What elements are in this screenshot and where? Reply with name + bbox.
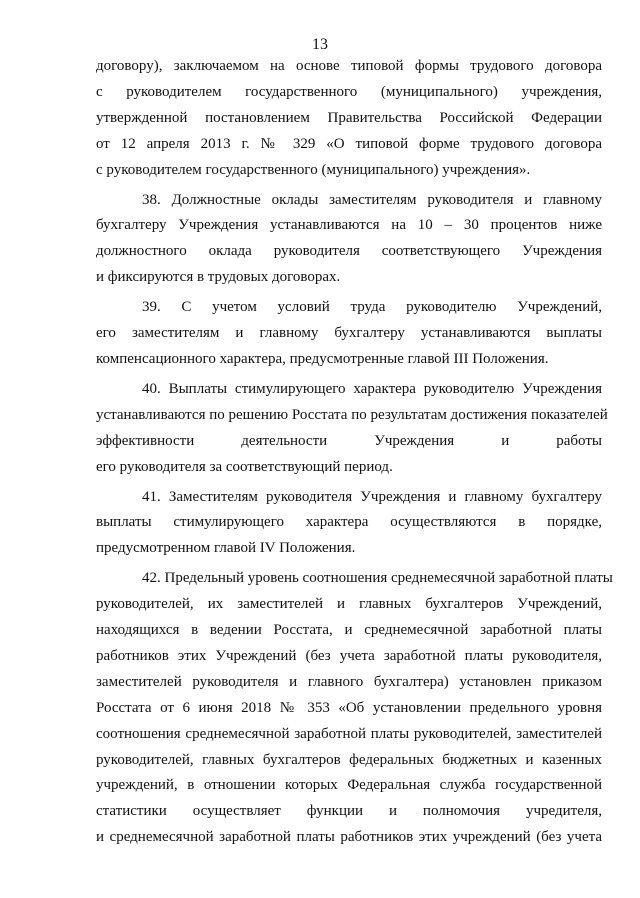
text-line: 39. С учетом условий труда руководителю Учреждений, [142,299,602,316]
text-line: 42. Предельный уровень соотношения среднемесячной заработной платы [142,570,613,587]
text-line: от 12 апреля 2013 г. № 329 «О типовой форме трудового договора [96,135,602,152]
text-line: и среднемесячной заработной платы работников этих учреждений (без учета [96,829,602,846]
text-line: находящихся в ведении Росстата, и среднемесячной заработной платы [96,622,602,639]
text-line: эффективности деятельности Учреждения и работы [96,432,602,449]
text-line: Росстата от 6 июня 2018 № 353 «Об установлении предельного уровня [96,699,602,716]
text-line: должностного оклада руководителя соответствующего Учреждения [96,243,602,260]
text-line: статистики осуществляет функции и полномочия учредителя, [96,803,602,820]
text-line: предусмотренном главой IV Положения. [96,540,356,557]
text-line: руководителей, главных бухгалтеров федеральных бюджетных и казенных [96,751,602,768]
text-line: выплаты стимулирующего характера осуществляются в порядке, [96,514,602,531]
text-line: устанавливаются по решению Росстата по результатам достижения показателей [96,406,608,423]
document-body [96,54,613,855]
paragraph-41 [96,485,602,563]
page-number: 13 [312,36,328,53]
text-line: работников этих Учреждений (без учета заработной платы руководителя, [96,647,602,664]
paragraph-continued [96,54,602,184]
text-line: 40. Выплаты стимулирующего характера руководителю Учреждения [142,380,602,397]
text-line: договору), заключаемом на основе типовой формы трудового договора [96,58,602,74]
text-line: руководителей, их заместителей и главных бухгалтеров Учреждений, [96,596,602,613]
paragraph-38 [96,188,602,292]
text-line: 41. Заместителям руководителя Учреждения и главному бухгалтеру [142,488,602,505]
text-line: с руководителем государственного (муниципального) учреждения». [96,161,531,178]
text-line: его руководителя за соответствующий период. [96,458,393,475]
text-line: бухгалтеру Учреждения устанавливаются на 10 – 30 процентов ниже [96,217,602,234]
paragraph-40 [96,377,608,481]
text-line: с руководителем государственного (муниципального) учреждения, [96,83,602,100]
paragraph-39 [96,295,602,373]
text-line: учреждений, в отношении которых Федеральная служба государственной [96,777,602,794]
paragraph-42 [96,566,613,851]
text-line: и фиксируются в трудовых договорах. [96,269,341,286]
text-line: компенсационного характера, предусмотренные главой III Положения. [96,350,549,367]
text-line: утвержденной постановлением Правительства Российской Федерации [96,109,602,126]
text-line: его заместителям и главному бухгалтеру устанавливаются выплаты [96,325,602,342]
text-line: заместителей руководителя и главного бухгалтера) установлен приказом [96,673,602,690]
text-line: соотношения среднемесячной заработной платы руководителей, заместителей [96,725,602,742]
text-line: 38. Должностные оклады заместителям руководителя и главному [142,191,602,208]
